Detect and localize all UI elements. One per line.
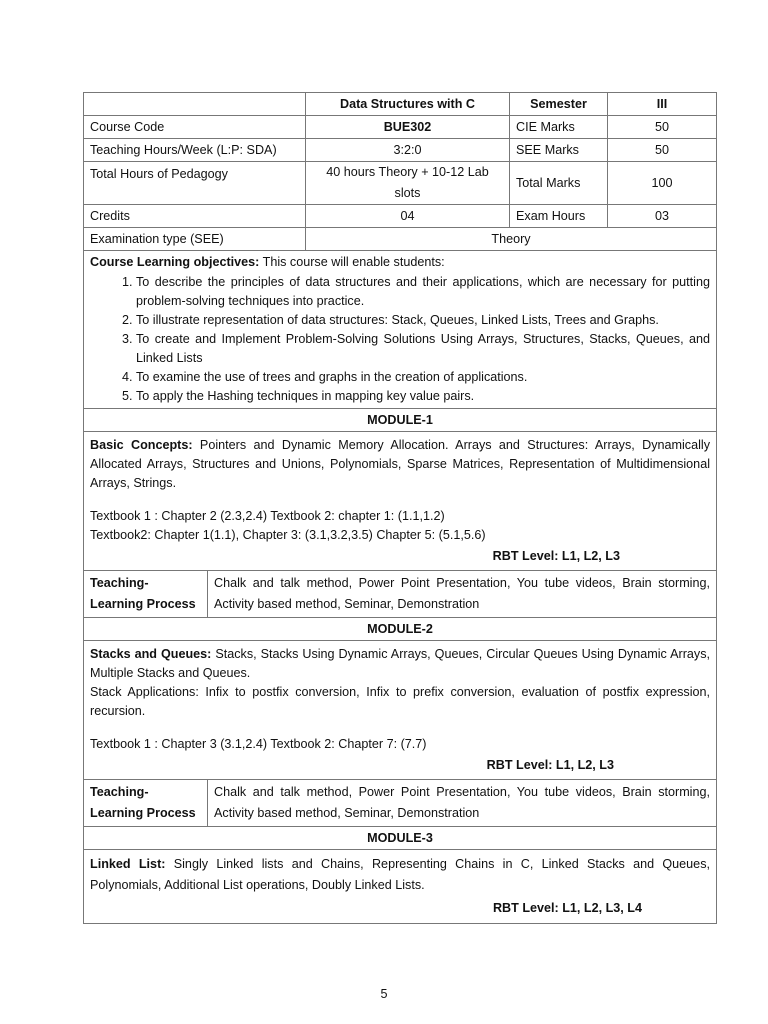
module-topic: Basic Concepts: [90,438,193,452]
objectives-intro: This course will enable students: [259,255,445,269]
row-label: Examination type (SEE) [84,228,306,251]
module-2-content-row [84,641,717,780]
module-topic: Linked List: [90,857,166,871]
total-marks-value: 100 [608,162,717,205]
module-2-tlp-row [84,780,717,827]
objectives-row [84,251,717,409]
textbook-reference: Textbook 1 : Chapter 2 (2.3,2.4) Textbook 2: chapter 1: (1.1,1.2) [90,509,445,523]
exam-hours-value: 03 [608,205,717,228]
cie-marks-value: 50 [608,116,717,139]
module-text: Stacks, Stacks Using Dynamic Arrays, Queues, Circular Queues Using Dynamic Arrays, Multiple Stacks and Queues. [90,647,710,680]
objective-item: 2. To illustrate representation of data structures: Stack, Queues, Linked Lists, Trees and Graphs. [136,311,710,330]
teaching-hours-row [84,139,717,162]
row-label: CIE Marks [510,116,608,139]
row-label: Total Hours of Pedagogy [84,162,306,205]
module-extra-text: Stack Applications: Infix to postfix conversion, Infix to prefix conversion, evaluation of postfix expression, recursion. [90,685,710,718]
textbook-reference: Textbook 1 : Chapter 3 (3.1,2.4) Textbook 2: Chapter 7: (7.7) [90,737,427,751]
page-number: 5 [380,987,388,1001]
tlp-label: Teaching-Learning Process [84,571,208,618]
semester-label: Semester [510,93,608,116]
row-label: Total Marks [510,162,608,205]
objective-item: 1. To describe the principles of data structures and their applications, which are necessary for putting problem-solving techniques into practice. [136,273,710,311]
rbt-level: RBT Level: L1, L2, L3, L4 [492,901,642,915]
objectives-list [90,273,710,406]
module-3-content-row [84,850,717,924]
course-code-row [84,116,717,139]
row-label: Credits [84,205,306,228]
teaching-hours-value: 3:2:0 [306,139,510,162]
module-1-tlp-row [84,571,717,618]
exam-type-value: Theory [306,228,717,251]
rbt-level: RBT Level: L1, L2, L3 [486,758,614,772]
module-topic: Stacks and Queues: [90,647,212,661]
tlp-text: Chalk and talk method, Power Point Presentation, You tube videos, Brain storming, Activity based method, Seminar, Demonstration [208,780,717,827]
rbt-level: RBT Level: L1, L2, L3 [492,549,620,563]
see-marks-value: 50 [608,139,717,162]
row-label: SEE Marks [510,139,608,162]
tlp-label: Teaching-Learning Process [84,780,208,827]
objectives-heading: Course Learning objectives: [90,255,260,269]
module-text: Pointers and Dynamic Memory Allocation. Arrays and Structures: Arrays, Dynamically Allocated Arrays, Structures and Unions, Polynomials, Sparse Matrices, Representation of Multidimensional Arrays, Strings. [90,438,710,490]
row-label: Teaching Hours/Week (L:P: SDA) [84,139,306,162]
course-title: Data Structures with C [306,93,510,116]
module-title: MODULE-1 [84,409,717,432]
module-1-content-row [84,432,717,571]
module-description [90,436,710,493]
module-description [90,854,710,896]
tlp-text: Chalk and talk method, Power Point Presentation, You tube videos, Brain storming, Activity based method, Seminar, Demonstration [208,571,717,618]
module-2-header-row [84,618,717,641]
header-row [84,93,717,116]
course-table [83,92,716,924]
module-3-header-row [84,827,717,850]
course-code-value: BUE302 [306,116,510,139]
module-description [90,645,710,683]
textbook-reference: Textbook2: Chapter 1(1.1), Chapter 3: (3.1,3.2,3.5) Chapter 5: (5.1,5.6) [90,528,486,542]
module-text: Singly Linked lists and Chains, Representing Chains in C, Linked Stacks and Queues, Polynomials, Additional List operations, Doubly Linked Lists. [90,857,710,892]
pedagogy-hours-value: 40 hours Theory + 10-12 Lab slots [306,162,510,205]
credits-value: 04 [306,205,510,228]
exam-type-row [84,228,717,251]
module-title: MODULE-3 [84,827,717,850]
row-label: Exam Hours [510,205,608,228]
module-1-header-row [84,409,717,432]
objective-item: 3. To create and Implement Problem-Solving Solutions Using Arrays, Structures, Stacks, Queues, and Linked Lists [136,330,710,368]
module-title: MODULE-2 [84,618,717,641]
semester-value: III [608,93,717,116]
row-label: Course Code [84,116,306,139]
pedagogy-row [84,162,717,205]
objective-item: 5. To apply the Hashing techniques in mapping key value pairs. [136,387,710,406]
credits-row [84,205,717,228]
objective-item: 4. To examine the use of trees and graphs in the creation of applications. [136,368,710,387]
